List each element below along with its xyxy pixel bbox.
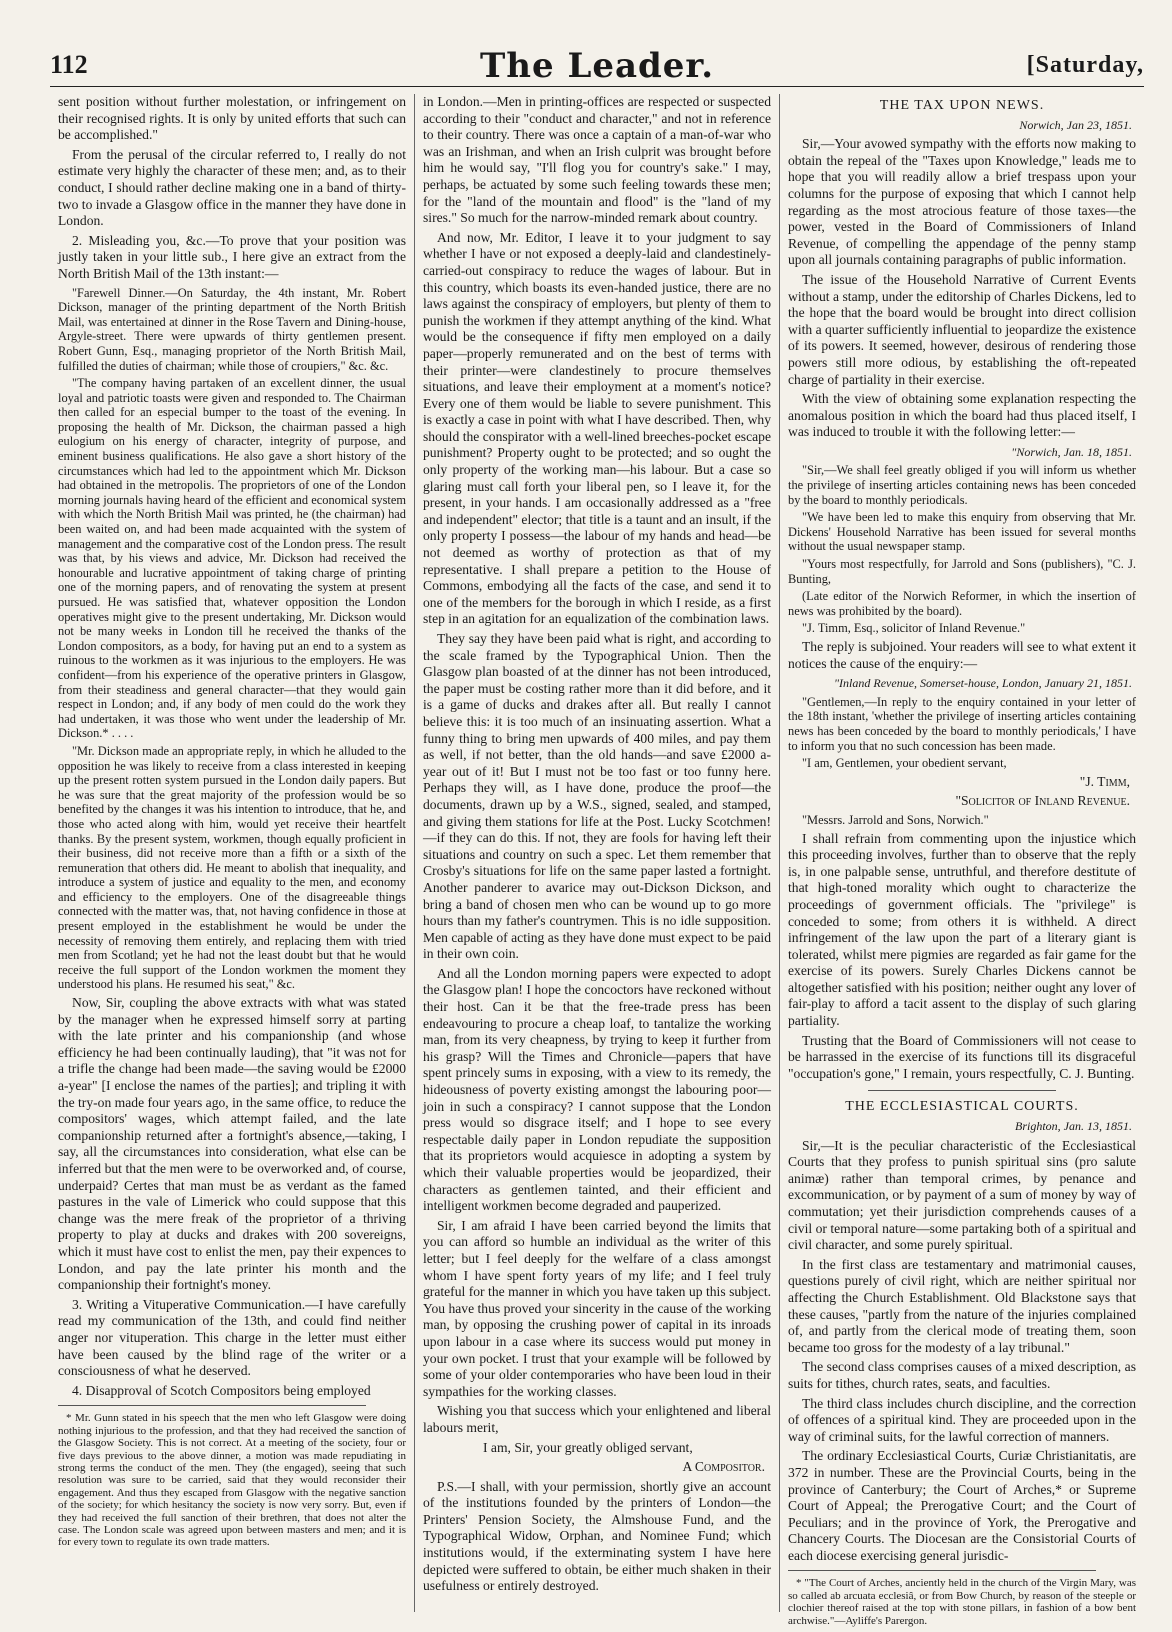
footnote: * Mr. Gunn stated in his speech that the men who left Glasgow were doing nothing injurious to the profession, and that they had received the sanction of the Glasgow Society. This is not correct. At a meeting of the society, four or five days previous to the above dinner, a motion was made repudiating in strong terms the conduct of the men. They (the engaged), seeing that such resolution was sure to be carried, said that they would reconsider their engagement. And thus they escaped from Glasgow with the negative sanction of the society; for which hesitancy the society is now very sorry. But, even if they had received the full sanction of their brethren, that does not alter the case. The London scale was agreed upon between masters and men; and it is for every town to regulate its own trade matters. xyxy=(58,1412,406,1549)
footnote-rule xyxy=(788,1570,1096,1571)
paragraph: And now, Mr. Editor, I leave it to your judgment to say whether I have or not exposed a deeply-laid and clandestinely-carried-out conspiracy to reduce the wages of labour. But in this country, which boasts its even-handed justice, there are no laws against the conspiracy of employers, but plenty of them to punish the workmen if they attempt anything of the kind. What would be the consequence if fifty men employed on a daily paper—properly remunerated and on the best of terms with their printer—were clandestinely to procure themselves situations, and leave their employment at a moment's notice? Every one of them would be liable to severe punishment. This is exactly a case in point with what I have described. Then, why should the conspirator with a well-lined breeches-pocket escape punishment? Property ought to be protected; and so ought the only property of the working man—his labour. But a case so glaring must call forth your liberal pen, so I leave it, for the present, in your hands. I am occasionally addressed as a "free and independent" elector; that title is a taunt and an insult, if the only property I possess—the labour of my hands and head—be not deemed as worthy of protection as that of my representative. I shall prepare a petition to the House of Commons, embodying all the facts of the case, and send it to one of the members for the borough in which I reside, as a first step in an agitation for an equalization of the combination laws. xyxy=(423,229,771,627)
footnote-rule xyxy=(58,1405,366,1406)
paragraph: Sir,—Your avowed sympathy with the efforts now making to obtain the repeal of the "Taxes upon Knowledge," leads me to hope that you will readily allow a brief trespass upon your columns for the purpose of exposing that which I cannot help regarding as the most atrocious feature of those taxes—the power, vested in the Board of Commissioners of Inland Revenue, of compelling the appendage of the penny stamp upon all journals containing paragraphs of public information. xyxy=(788,136,1136,268)
paragraph: 2. Misleading you, &c.—To prove that your position was justly taken in your little sub., I here give an extract from the North British Mail of the 13th instant:— xyxy=(58,232,406,281)
paragraph: The reply is subjoined. Your readers will see to what extent it notices the cause of the enquiry:— xyxy=(788,639,1136,671)
letter-paragraph: "We have been led to make this enquiry from observing that Mr. Dickens' Household Narrative has been issued for several months without the usual newspaper stamp. xyxy=(788,510,1136,554)
section-heading: THE ECCLESIASTICAL COURTS. xyxy=(845,1099,1079,1115)
letter-paragraph: "Gentlemen,—In reply to the enquiry contained in your letter of the 18th instant, 'whether the privilege of inserting articles containing news has been conceded by the board to monthly periodicals,' I have to inform you that no such concession has been made. xyxy=(788,694,1136,753)
dateline: "Norwich, Jan. 18, 1851. xyxy=(1011,444,1132,459)
section-rule xyxy=(868,1090,1056,1091)
dateline: "Inland Revenue, Somerset-house, London, January 21, 1851. xyxy=(834,676,1132,691)
signature: "J. Timm, xyxy=(1079,773,1130,789)
paragraph: Sir, I am afraid I have been carried beyond the limits that you can afford so humble an individual as the writer of this letter; but I feel deeply for the welfare of a class amongst whom I have spent forty years of my life; and I feel truly grateful for the manner in which you have taken up this subject. You have thus proved your sincerity in the cause of the working man, by opposing the crushing power of capital in its inroads upon labour in a case where its success would put money in your own pocket. I trust that your example will be followed by some of your older contemporaries who have been loud in their sympathies for the working classes. xyxy=(423,1217,771,1399)
paragraph: And all the London morning papers were expected to adopt the Glasgow plan! I hope the concoctors have reckoned without their host. Can it be that the free-trade press has been endeavouring to procure a cheap loaf, to tantalize the working man, from its very cheapness, by trying to keep it further from his grasp? Will the Times and Chronicle—papers that have spent princely sums in exposing, with a view to its remedy, the hideousness of poverty existing amongst the labouring poor—join in such a conspiracy? I cannot suppose that the London press would so disgrace itself; and I hope to see every respectable daily paper in London repudiate the supposition that its proprietors would acquiesce in adopting a system by which their valuable properties would be jeopardized, their characters as gentlemen tainted, and their efficient and intelligent workmen become degraded and pauperized. xyxy=(423,965,771,1214)
quoted-paragraph: "Mr. Dickson made an appropriate reply, in which he alluded to the opposition he was likely to receive from a class interested in keeping up the present rotten system pursued in the London daily papers. But he was sure that the great majority of the profession would be so benefited by the changes it was his intention to introduce, that he, and those who acted along with him, would yet receive their heartfelt thanks. By the present system, workmen, though equally proficient in their business, did not receive more than a fifth or a sixth of the remuneration that others did. He meant to abolish that inequality, and introduce a system of justice and equality to the men, and economy and efficiency to the employers. One of the disagreeable things connected with the matter was, that, not having confidence in those at present employed in the establishment he would be under the necessity of removing them entirely, and replacing them with tried men from Scotland; yet he had not the least doubt but that he would receive the full support of the London workmen the moment they understood his plans. He resumed his seat," &c. xyxy=(58,743,406,992)
paper-title: The Leader. xyxy=(479,46,715,86)
paragraph: From the perusal of the circular referred to, I really do not estimate very highly the character of these men; and, as to their conduct, I should rather decline making one in a band of thirty-two to invade a Glasgow office in the manner they have done in London. xyxy=(58,146,406,229)
paragraph: The second class comprises causes of a mixed description, as suits for tithes, church rates, seats, and faculties. xyxy=(788,1359,1136,1391)
paragraph: in London.—Men in printing-offices are respected or suspected according to their "conduct and character," and not in reference to their country. There was once a captain of a man-of-war who was an Irishman, and when an Irish culprit was brought before him he would say, "I'll flog you for country's sake." I may, perhaps, be actuated by some such feeling towards these men; for the "land of the mountain and flood" is the "land of my sires." So much for the narrow-minded remark about country. xyxy=(423,94,771,226)
masthead xyxy=(50,46,1144,87)
issue-day: [Saturday, xyxy=(1026,52,1144,78)
letter-paragraph: (Late editor of the Norwich Reformer, in which the insertion of news was prohibited by the board). xyxy=(788,589,1136,618)
section-heading: THE TAX UPON NEWS. xyxy=(879,98,1045,113)
columns xyxy=(50,94,1144,1627)
paragraph: The third class includes church discipline, and the correction of offences of a spiritual kind. They are proceeded upon in the way of criminal suits, for the lawful correction of manners. xyxy=(788,1395,1136,1444)
column-2 xyxy=(414,94,779,1612)
letter-paragraph: "Messrs. Jarrold and Sons, Norwich." xyxy=(802,812,989,827)
paragraph: The ordinary Ecclesiastical Courts, Curiæ Christianitatis, are 372 in number. These are the Provincial Courts, being in the province of Canterbury; the Court of Arches,* or Supreme Court of Appeal; the Prerogative Court; and the Court of Peculiars; and in the province of York, the Prerogative and Chancery Courts. The Diocesan are the Consistorial Courts of each diocese exercising general jurisdic- xyxy=(788,1448,1136,1563)
closing-line: I am, Sir, your greatly obliged servant, xyxy=(483,1439,693,1455)
paragraph: Now, Sir, coupling the above extracts with what was stated by the manager when he expressed himself sorry at parting with the late printer and his companionship (and whose efficiency he had been continually lauding), that "it was not for a trifle the change had been made—the saving would be £2000 a-year" [I enclose the names of the parties]; and tripling it with the try-on made four years ago, in the same office, to reduce the compositors' wages, which attempt failed, and the late companionship returned after a fortnight's absence,—taking, I say, all the circumstances into consideration, what else can be inferred but that the men were to be overworked and, of course, underpaid? Certes that man must be as verdant as the famed pastures in the vale of Limerick who could suppose that this change was the mere freak of the proprietor of a thriving property to play at ducks and drakes with 200 sovereigns, which it must have cost to enlist the men, pay their expences to London, and pay the late printer his month and the companionship their fortnight's money. xyxy=(58,995,406,1293)
paragraph: In the first class are testamentary and matrimonial causes, questions purely of civil right, which are neither spiritual nor affecting the Church Establishment. Old Blackstone says that these causes, "partly from the nature of the injuries complained of, and partly from the clerical mode of treating them, soon became too gross for the modesty of a lay tribunal." xyxy=(788,1256,1136,1355)
paragraph: sent position without further molestation, or infringement on their recognised rights. It is only by united efforts that such can be accomplished." xyxy=(58,94,406,143)
paragraph: Sir,—It is the peculiar characteristic of the Ecclesiastical Courts that they profess to punish spiritual sins (pro salute animæ) rather than temporal crimes, by penance and excommunication, or by payment of a sum of money by way of commutation; yet their jurisdiction comprehends causes of a civil or temporal nature—some partaking both of a spiritual and civil character, and some purely spiritual. xyxy=(788,1137,1136,1253)
quoted-paragraph: "Farewell Dinner.—On Saturday, the 4th instant, Mr. Robert Dickson, manager of the printing department of the North British Mail, was entertained at dinner in the Rose Tavern and Dining-house, Argyle-street. There were upwards of thirty gentlemen present. Robert Gunn, Esq., managing proprietor of the North British Mail, fulfilled the duties of chairman; while those of croupiers," &c. &c. xyxy=(58,285,406,373)
letter-paragraph: "Sir,—We shall feel greatly obliged if you will inform us whether the privilege of inserting articles containing news has been conceded by the board to monthly periodicals. xyxy=(788,463,1136,507)
dateline: Brighton, Jan. 13, 1851. xyxy=(1015,1119,1132,1134)
footnote: * "The Court of Arches, anciently held in the church of the Virgin Mary, was so called ab arcuata ecclesiâ, or from Bow Church, by reason of the steeple or clochier thereof raised at the top with stone pillars, in fashion of a bow bent archwise."—Ayliffe's Parergon. xyxy=(788,1577,1136,1627)
quoted-paragraph: "The company having partaken of an excellent dinner, the usual loyal and patriotic toasts were given and responded to. The Chairman then called for an especial bumper to the toast of the evening. In proposing the health of Mr. Dickson, the chairman passed a high eulogium on his energy of character, integrity of purpose, and eminent business qualifications. He also gave a short history of the circumstances which had led to the appointment which Mr. Dickson had obtained in the metropolis. The proprietors of one of the London morning journals having heard of the efficient and economical system with which the North British Mail was printed, he (the chairman) had been waited on, and had been made acquainted with the system of management and the comparative cost of the London press. The result was that, by his views and advice, Mr. Dickson had received the honourable and lucrative appointment of taking charge of printing one of the morning papers, and of renovating the system at present pursued. He was satisfied that, whatever opposition the London operatives might give to the present undertaking, Mr. Dickson would not be many weeks in London till he received the thanks of the London compositors, as a body, for having put an end to a system as ruinous to the workmen as it was injurious to the employers. He was confident—from his experience of the operative printers in Glasgow, from their steadiness and general character—that they would gain respect in London; and, if any body of men could do the work they had undertaken, it was those who went under the leadership of Mr. Dickson.* . . . . xyxy=(58,376,406,741)
page-number: 112 xyxy=(50,50,88,79)
paragraph: With the view of obtaining some explanation respecting the anomalous position in which the board had thus placed itself, I was induced to trouble it with the following letter:— xyxy=(788,391,1136,440)
column-1 xyxy=(50,94,414,1612)
postscript: P.S.—I shall, with your permission, shortly give an account of the institutions founded by the printers of London—the Printers' Pension Society, the Almshouse Fund, and the Typographical Widow, Orphan, and Nominee Fund; which institutions would, if the exterminating system I have here depicted were suffered to obtain, be either much shaken in their usefulness or entirely destroyed. xyxy=(423,1478,771,1594)
dateline: Norwich, Jan 23, 1851. xyxy=(1019,117,1132,132)
column-3 xyxy=(779,94,1144,1627)
paragraph: Wishing you that success which your enlightened and liberal labours merit, xyxy=(423,1403,771,1435)
letter-paragraph: "Yours most respectfully, for Jarrold and Sons (publishers), "C. J. Bunting, xyxy=(788,557,1136,586)
paragraph: 3. Writing a Vituperative Communication.—I have carefully read my communication of the 13th, and could find neither anger nor vituperation. This charge in the letter must either have been caused by the blind rage of the writer or a consciousness of what he deserved. xyxy=(58,1296,406,1379)
paragraph: They say they have been paid what is right, and according to the scale framed by the Typographical Union. Then the Glasgow plan boasted of at the dinner has not been introduced, the paper must be costing rather more than it did before, and it is a game of ducks and drakes after all. But really I cannot believe this: it is too much of an insinuating assertion. What a funny thing to bring men upwards of 400 miles, and pay them as well, if not better, than the old hands—and save £2000 a-year out of it! But I must not be too fast or too funny here. Perhaps they will, as I have done, produce the proof—the documents, drawn up by a W.S., signed, sealed, and stamped, and giving them stations for life at the Post. Lucky Scotchmen!—if they can do this. If not, they are fools for having left their situations and country on such a spec. Let them remember that Crosby's situations for life on the same paper lasted a fortnight. Another panderer to avarice may out-Dickson Dickson, and bring a band of chosen men who can be wound up to go more hours than my father's countrymen. This is no idle supposition. Men capable of acting as they have done must expect to be paid in their own coin. xyxy=(423,631,771,962)
paragraph: 4. Disapproval of Scotch Compositors being employed xyxy=(72,1382,371,1398)
paragraph: Trusting that the Board of Commissioners will not cease to be harrassed in the exercise of its functions till its disgraceful "occupation's gone," I remain, yours respectfully, C. J. Bunting. xyxy=(788,1032,1136,1081)
signature: A Compositor. xyxy=(682,1459,765,1475)
letter-paragraph: "I am, Gentlemen, your obedient servant, xyxy=(802,756,1007,771)
paragraph: The issue of the Household Narrative of Current Events without a stamp, under the editorship of Charles Dickens, led to the hope that the board would be brought into direct collision with a quarter sufficiently influential to jeopardize the existence of its powers. It seemed, however, desirous of rendering those powers still more odious, by establishing the oft-repeated charge of partiality in their exercise. xyxy=(788,271,1136,387)
paragraph: I shall refrain from commenting upon the injustice which this proceeding involves, further than to observe that the reply is, in one palpable sense, untruthful, and therefore destitute of that high-toned morality which ought to characterize the proceedings of government officials. The "privilege" is conceded to some; from others it is withheld. A direct infringement of the law upon the part of a literary giant is tolerated, whilst mere pigmies are regarded as fair game for the exercise of its powers. Surely Charles Dickens cannot be altogether satisfied with his position; neither ought any lover of fair-play to afford a tacit assent to the display of such glaring partiality. xyxy=(788,830,1136,1029)
signature: "Solicitor of Inland Revenue. xyxy=(955,793,1130,809)
letter-paragraph: "J. Timm, Esq., solicitor of Inland Revenue." xyxy=(802,621,1026,636)
